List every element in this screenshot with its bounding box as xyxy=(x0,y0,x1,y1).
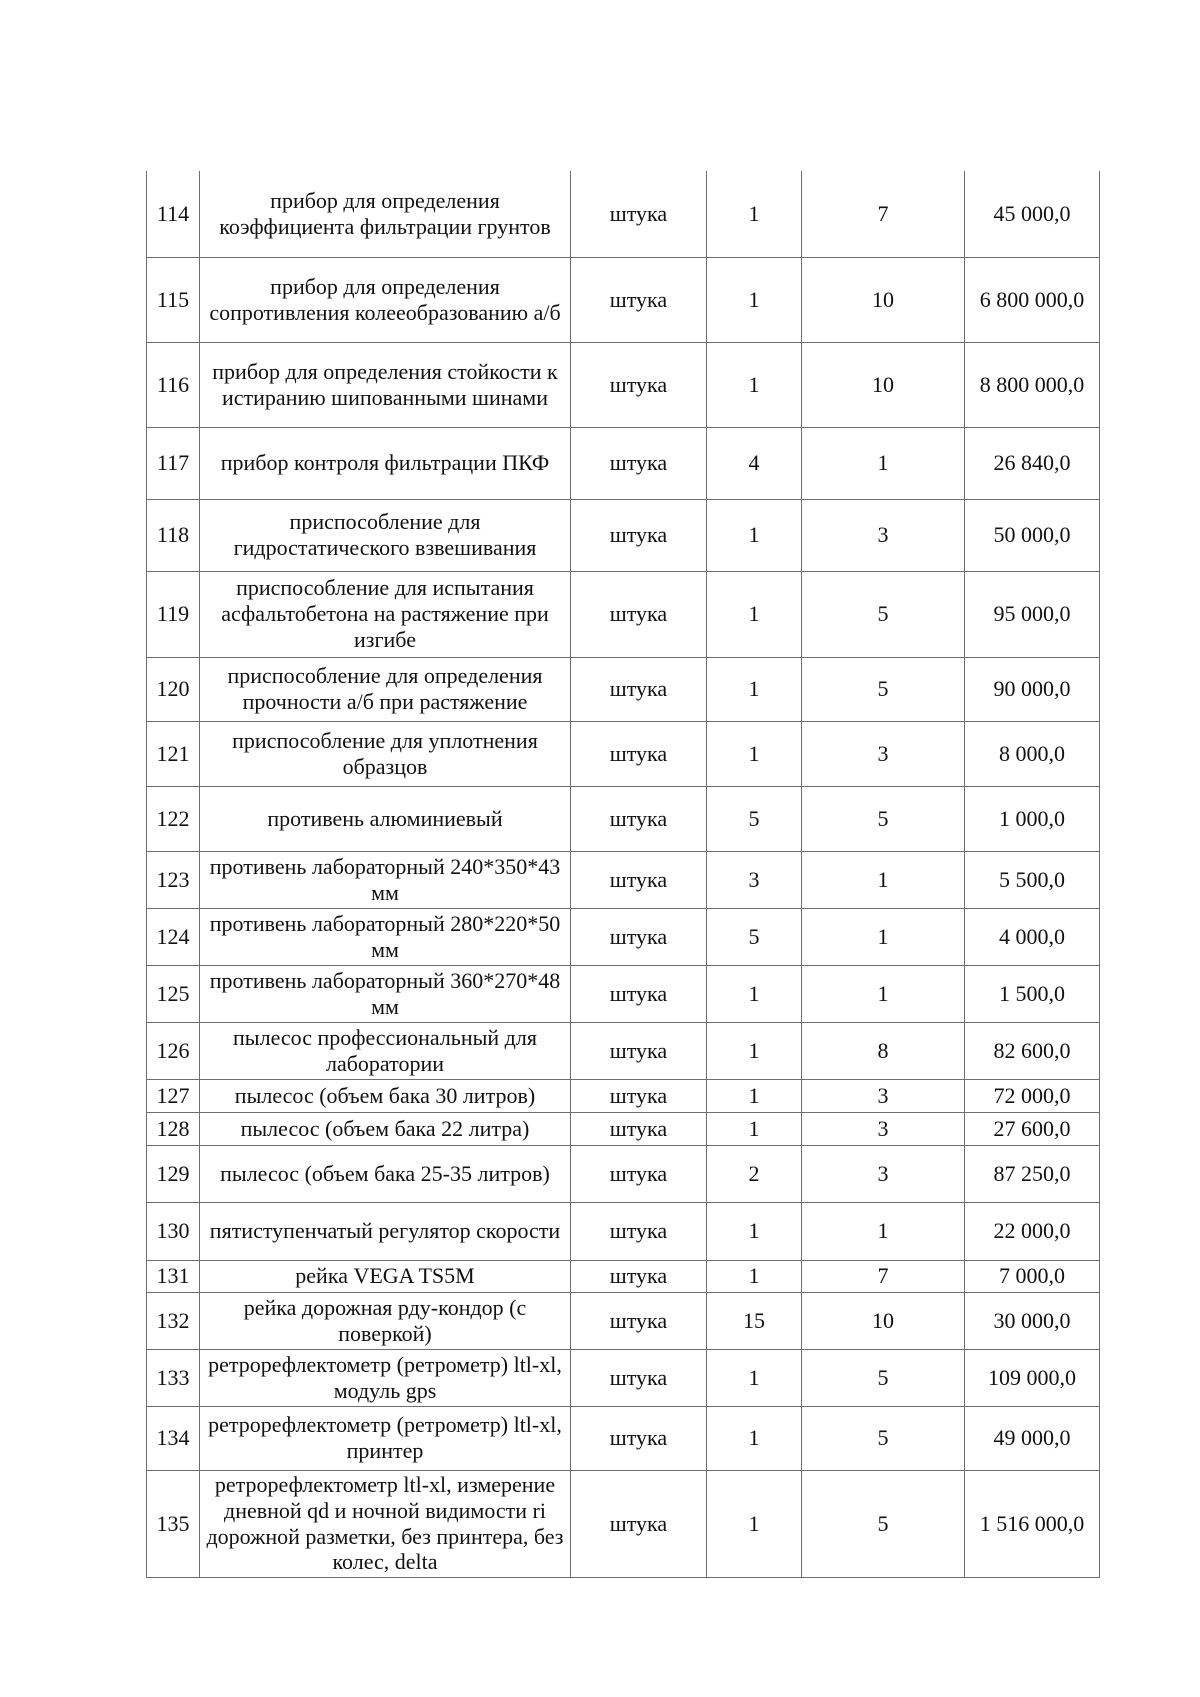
service-term-cell: 5 xyxy=(802,1349,965,1406)
equipment-table-body xyxy=(147,171,1100,1577)
table-row xyxy=(147,171,1100,257)
table-row xyxy=(147,1470,1100,1577)
price-cell: 5 500,0 xyxy=(965,851,1100,908)
quantity-cell: 1 xyxy=(707,1079,802,1112)
item-name-cell: ретрорефлектометр (ретрометр) ltl-xl, принтер xyxy=(200,1406,571,1470)
service-term-cell: 3 xyxy=(802,1145,965,1202)
service-term-cell: 3 xyxy=(802,1112,965,1145)
unit-of-measure-cell: штука xyxy=(571,499,707,571)
quantity-cell: 1 xyxy=(707,1112,802,1145)
service-term-cell: 5 xyxy=(802,571,965,657)
table-row xyxy=(147,908,1100,965)
item-name-cell: ретрорефлектометр ltl-xl, измерение дневной qd и ночной видимости ri дорожной разметки, без принтера, без колес, delta xyxy=(200,1470,571,1577)
service-term-cell: 3 xyxy=(802,1079,965,1112)
unit-of-measure-cell: штука xyxy=(571,657,707,721)
quantity-cell: 1 xyxy=(707,1470,802,1577)
quantity-cell: 3 xyxy=(707,851,802,908)
unit-of-measure-cell: штука xyxy=(571,965,707,1022)
table-row xyxy=(147,257,1100,342)
item-name-cell: приспособление для определения прочности а/б при растяжение xyxy=(200,657,571,721)
quantity-cell: 1 xyxy=(707,257,802,342)
service-term-cell: 5 xyxy=(802,1406,965,1470)
table-row xyxy=(147,786,1100,851)
table-row xyxy=(147,1145,1100,1202)
table-row xyxy=(147,1292,1100,1349)
unit-of-measure-cell: штука xyxy=(571,721,707,786)
row-number-cell: 122 xyxy=(147,786,200,851)
row-number-cell: 115 xyxy=(147,257,200,342)
quantity-cell: 1 xyxy=(707,342,802,427)
unit-of-measure-cell: штука xyxy=(571,1349,707,1406)
price-cell: 82 600,0 xyxy=(965,1022,1100,1079)
item-name-cell: противень лабораторный 360*270*48 мм xyxy=(200,965,571,1022)
item-name-cell: пылесос (объем бака 25-35 литров) xyxy=(200,1145,571,1202)
item-name-cell: противень лабораторный 280*220*50 мм xyxy=(200,908,571,965)
service-term-cell: 1 xyxy=(802,908,965,965)
table-row xyxy=(147,1406,1100,1470)
row-number-cell: 131 xyxy=(147,1260,200,1292)
unit-of-measure-cell: штука xyxy=(571,171,707,257)
row-number-cell: 120 xyxy=(147,657,200,721)
quantity-cell: 1 xyxy=(707,1202,802,1260)
quantity-cell: 1 xyxy=(707,1260,802,1292)
row-number-cell: 127 xyxy=(147,1079,200,1112)
item-name-cell: противень лабораторный 240*350*43 мм xyxy=(200,851,571,908)
service-term-cell: 10 xyxy=(802,342,965,427)
table-row xyxy=(147,1079,1100,1112)
row-number-cell: 125 xyxy=(147,965,200,1022)
row-number-cell: 121 xyxy=(147,721,200,786)
table-row xyxy=(147,1349,1100,1406)
quantity-cell: 1 xyxy=(707,1022,802,1079)
unit-of-measure-cell: штука xyxy=(571,1145,707,1202)
price-cell: 4 000,0 xyxy=(965,908,1100,965)
unit-of-measure-cell: штука xyxy=(571,786,707,851)
quantity-cell: 4 xyxy=(707,427,802,499)
unit-of-measure-cell: штука xyxy=(571,257,707,342)
item-name-cell: пылесос профессиональный для лаборатории xyxy=(200,1022,571,1079)
price-cell: 6 800 000,0 xyxy=(965,257,1100,342)
price-cell: 7 000,0 xyxy=(965,1260,1100,1292)
quantity-cell: 1 xyxy=(707,657,802,721)
quantity-cell: 1 xyxy=(707,571,802,657)
item-name-cell: прибор контроля фильтрации ПКФ xyxy=(200,427,571,499)
price-cell: 1 516 000,0 xyxy=(965,1470,1100,1577)
price-cell: 26 840,0 xyxy=(965,427,1100,499)
price-cell: 90 000,0 xyxy=(965,657,1100,721)
row-number-cell: 114 xyxy=(147,171,200,257)
unit-of-measure-cell: штука xyxy=(571,342,707,427)
unit-of-measure-cell: штука xyxy=(571,851,707,908)
unit-of-measure-cell: штука xyxy=(571,571,707,657)
quantity-cell: 15 xyxy=(707,1292,802,1349)
item-name-cell: приспособление для уплотнения образцов xyxy=(200,721,571,786)
quantity-cell: 1 xyxy=(707,1406,802,1470)
unit-of-measure-cell: штука xyxy=(571,1292,707,1349)
price-cell: 8 000,0 xyxy=(965,721,1100,786)
unit-of-measure-cell: штука xyxy=(571,1112,707,1145)
table-row xyxy=(147,851,1100,908)
service-term-cell: 1 xyxy=(802,851,965,908)
row-number-cell: 124 xyxy=(147,908,200,965)
row-number-cell: 123 xyxy=(147,851,200,908)
table-row xyxy=(147,721,1100,786)
item-name-cell: пятиступенчатый регулятор скорости xyxy=(200,1202,571,1260)
service-term-cell: 5 xyxy=(802,1470,965,1577)
service-term-cell: 10 xyxy=(802,257,965,342)
row-number-cell: 118 xyxy=(147,499,200,571)
quantity-cell: 1 xyxy=(707,721,802,786)
service-term-cell: 8 xyxy=(802,1022,965,1079)
quantity-cell: 1 xyxy=(707,965,802,1022)
row-number-cell: 126 xyxy=(147,1022,200,1079)
item-name-cell: пылесос (объем бака 22 литра) xyxy=(200,1112,571,1145)
item-name-cell: прибор для определения стойкости к истиранию шипованными шинами xyxy=(200,342,571,427)
unit-of-measure-cell: штука xyxy=(571,1079,707,1112)
price-cell: 22 000,0 xyxy=(965,1202,1100,1260)
item-name-cell: рейка VEGA TS5M xyxy=(200,1260,571,1292)
quantity-cell: 5 xyxy=(707,786,802,851)
item-name-cell: прибор для определения сопротивления колееобразованию а/б xyxy=(200,257,571,342)
unit-of-measure-cell: штука xyxy=(571,908,707,965)
unit-of-measure-cell: штука xyxy=(571,1470,707,1577)
price-cell: 1 000,0 xyxy=(965,786,1100,851)
unit-of-measure-cell: штука xyxy=(571,1406,707,1470)
equipment-table xyxy=(146,171,1100,1578)
row-number-cell: 116 xyxy=(147,342,200,427)
service-term-cell: 1 xyxy=(802,965,965,1022)
quantity-cell: 2 xyxy=(707,1145,802,1202)
table-row xyxy=(147,1260,1100,1292)
table-row xyxy=(147,571,1100,657)
price-cell: 87 250,0 xyxy=(965,1145,1100,1202)
row-number-cell: 133 xyxy=(147,1349,200,1406)
quantity-cell: 1 xyxy=(707,171,802,257)
item-name-cell: пылесос (объем бака 30 литров) xyxy=(200,1079,571,1112)
service-term-cell: 3 xyxy=(802,721,965,786)
row-number-cell: 130 xyxy=(147,1202,200,1260)
price-cell: 1 500,0 xyxy=(965,965,1100,1022)
service-term-cell: 3 xyxy=(802,499,965,571)
service-term-cell: 7 xyxy=(802,1260,965,1292)
item-name-cell: приспособление для испытания асфальтобетона на растяжение при изгибе xyxy=(200,571,571,657)
price-cell: 50 000,0 xyxy=(965,499,1100,571)
service-term-cell: 10 xyxy=(802,1292,965,1349)
price-cell: 49 000,0 xyxy=(965,1406,1100,1470)
service-term-cell: 1 xyxy=(802,427,965,499)
table-row xyxy=(147,1022,1100,1079)
price-cell: 45 000,0 xyxy=(965,171,1100,257)
row-number-cell: 132 xyxy=(147,1292,200,1349)
service-term-cell: 7 xyxy=(802,171,965,257)
price-cell: 95 000,0 xyxy=(965,571,1100,657)
price-cell: 8 800 000,0 xyxy=(965,342,1100,427)
table-row xyxy=(147,1202,1100,1260)
item-name-cell: рейка дорожная рду-кондор (с поверкой) xyxy=(200,1292,571,1349)
price-cell: 109 000,0 xyxy=(965,1349,1100,1406)
table-row xyxy=(147,657,1100,721)
unit-of-measure-cell: штука xyxy=(571,1022,707,1079)
row-number-cell: 117 xyxy=(147,427,200,499)
row-number-cell: 135 xyxy=(147,1470,200,1577)
quantity-cell: 5 xyxy=(707,908,802,965)
service-term-cell: 5 xyxy=(802,657,965,721)
table-row xyxy=(147,427,1100,499)
item-name-cell: прибор для определения коэффициента фильтрации грунтов xyxy=(200,171,571,257)
item-name-cell: ретрорефлектометр (ретрометр) ltl-xl, модуль gps xyxy=(200,1349,571,1406)
quantity-cell: 1 xyxy=(707,1349,802,1406)
row-number-cell: 119 xyxy=(147,571,200,657)
table-row xyxy=(147,1112,1100,1145)
service-term-cell: 1 xyxy=(802,1202,965,1260)
unit-of-measure-cell: штука xyxy=(571,1202,707,1260)
item-name-cell: приспособление для гидростатического взвешивания xyxy=(200,499,571,571)
row-number-cell: 134 xyxy=(147,1406,200,1470)
price-cell: 30 000,0 xyxy=(965,1292,1100,1349)
row-number-cell: 129 xyxy=(147,1145,200,1202)
table-row xyxy=(147,342,1100,427)
quantity-cell: 1 xyxy=(707,499,802,571)
table-row xyxy=(147,499,1100,571)
service-term-cell: 5 xyxy=(802,786,965,851)
price-cell: 27 600,0 xyxy=(965,1112,1100,1145)
unit-of-measure-cell: штука xyxy=(571,1260,707,1292)
price-cell: 72 000,0 xyxy=(965,1079,1100,1112)
row-number-cell: 128 xyxy=(147,1112,200,1145)
unit-of-measure-cell: штука xyxy=(571,427,707,499)
table-row xyxy=(147,965,1100,1022)
item-name-cell: противень алюминиевый xyxy=(200,786,571,851)
